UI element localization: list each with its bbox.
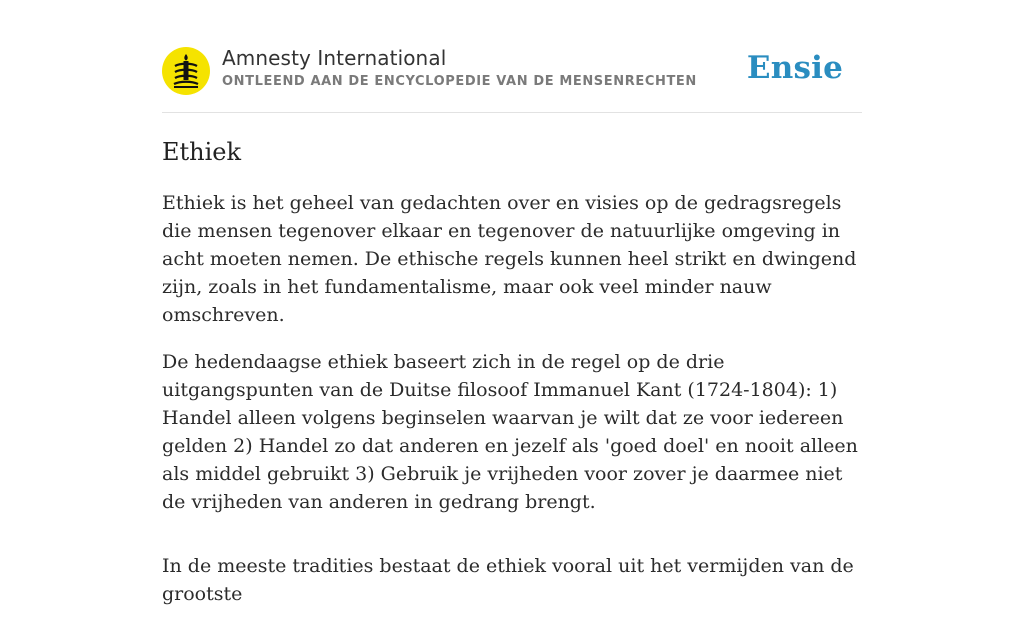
article-body	[162, 189, 862, 627]
brand-block	[222, 46, 697, 89]
page-container	[162, 0, 862, 605]
amnesty-candle-icon[interactable]	[162, 47, 210, 95]
site-logo-ensie[interactable]: Ensie	[746, 50, 843, 86]
header	[162, 0, 862, 113]
article-paragraph-1: Ethiek is het geheel van gedachten over en visies op de gedragsregels die mensen tegenover elkaar en tegenover de natuurlijke omgeving in acht moeten nemen. De ethische regels kunnen heel strikt en dwingend zijn, zoals in het fundamentalisme, maar ook veel minder nauw omschreven.	[162, 192, 857, 326]
brand-subtitle: ONTLEEND AAN DE ENCYCLOPEDIE VAN DE MENSENRECHTEN	[222, 74, 697, 89]
brand-title[interactable]: Amnesty International	[222, 46, 447, 70]
article-paragraph-3: In de meeste tradities bestaat de ethiek vooral uit het vermijden van de grootste	[162, 555, 854, 605]
article-paragraph-2: De hedendaagse ethiek baseert zich in de regel op de drie uitgangspunten van de Duitse filosoof Immanuel Kant (1724-1804): 1) Handel alleen volgens beginselen waarvan je wilt dat ze voor iedereen gelden 2) Handel zo dat anderen en jezelf als 'goed doel' en nooit alleen als middel gebruikt 3) Gebruik je vrijheden voor zover je daarmee niet de vrijheden van anderen in gedrang brengt.	[162, 351, 858, 513]
page-title: Ethiek	[162, 138, 242, 166]
